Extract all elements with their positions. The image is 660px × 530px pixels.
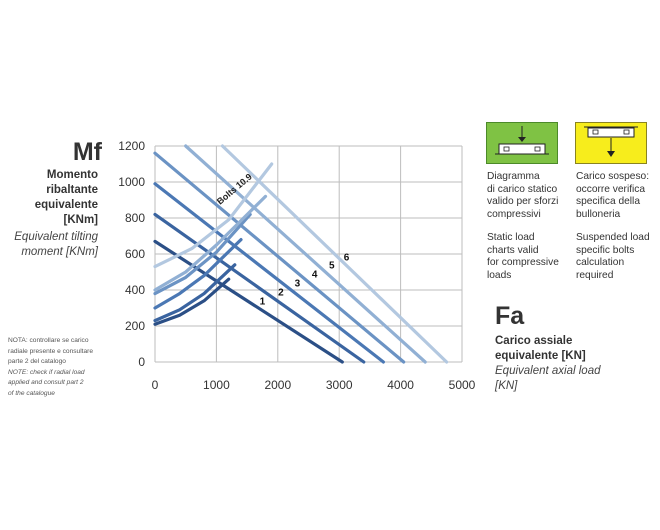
note-italian: NOTA: controllare se carico radiale presente e consultare parte 2 del catalogo [8, 337, 94, 365]
bolt-curves [155, 164, 272, 324]
x-tick-label: 1000 [203, 378, 230, 392]
y-tick-label: 0 [138, 355, 145, 369]
note-english: NOTE: check if radial load applied and consult part 2 of the catalogue [8, 368, 85, 397]
fa-label-english: Equivalent axial load [KN] [495, 365, 601, 392]
curve-label-6: 6 [343, 252, 350, 264]
y-tick-label: 800 [124, 211, 145, 225]
x-tick-label: 3000 [325, 378, 353, 392]
bolt-curve-2 [155, 265, 235, 321]
x-tick-label: 0 [151, 378, 159, 392]
curve-label-1: 1 [259, 296, 266, 308]
suspended-load-text-italian: Carico sospeso: occorre verifica specifica della bulloneria [576, 171, 650, 220]
chart-grid [155, 146, 462, 362]
curve-label-2: 2 [278, 287, 284, 299]
static-load-text-italian: Diagramma di carico statico valido per sforzi compressivi [487, 171, 559, 220]
curve-label-3: 3 [294, 278, 301, 290]
static-load-icon [486, 122, 558, 164]
x-tick-label: 5000 [448, 378, 476, 392]
y-tick-label: 1200 [118, 139, 145, 153]
bolt-annotation: Bolts 10.9 [214, 171, 254, 207]
y-tick-label: 1000 [118, 175, 145, 189]
static-load-text-english: Static load charts valid for compressive loads [487, 232, 559, 281]
curve-label-4: 4 [311, 269, 318, 281]
x-tick-label: 4000 [387, 378, 414, 392]
mf-label-english: Equivalent tilting moment [KNm] [14, 231, 98, 258]
fa-symbol: Fa [495, 302, 525, 330]
x-tick-label: 2000 [264, 378, 292, 392]
series-line-4 [155, 153, 404, 362]
y-tick-label: 600 [124, 247, 145, 261]
y-tick-label: 200 [124, 319, 145, 333]
suspended-load-text-english: Suspended load specific bolts calculation required [576, 232, 650, 281]
curve-label-5: 5 [329, 260, 335, 272]
axis-ticks [118, 139, 475, 392]
suspended-load-icon [575, 122, 647, 164]
y-tick-label: 400 [124, 283, 145, 297]
series-line-1 [155, 241, 342, 362]
mf-label-italian: Momento ribaltante equivalente [KNm] [34, 169, 98, 226]
mf-symbol: Mf [72, 138, 102, 166]
fa-label-italian: Carico assiale equivalente [KN] [495, 335, 586, 362]
